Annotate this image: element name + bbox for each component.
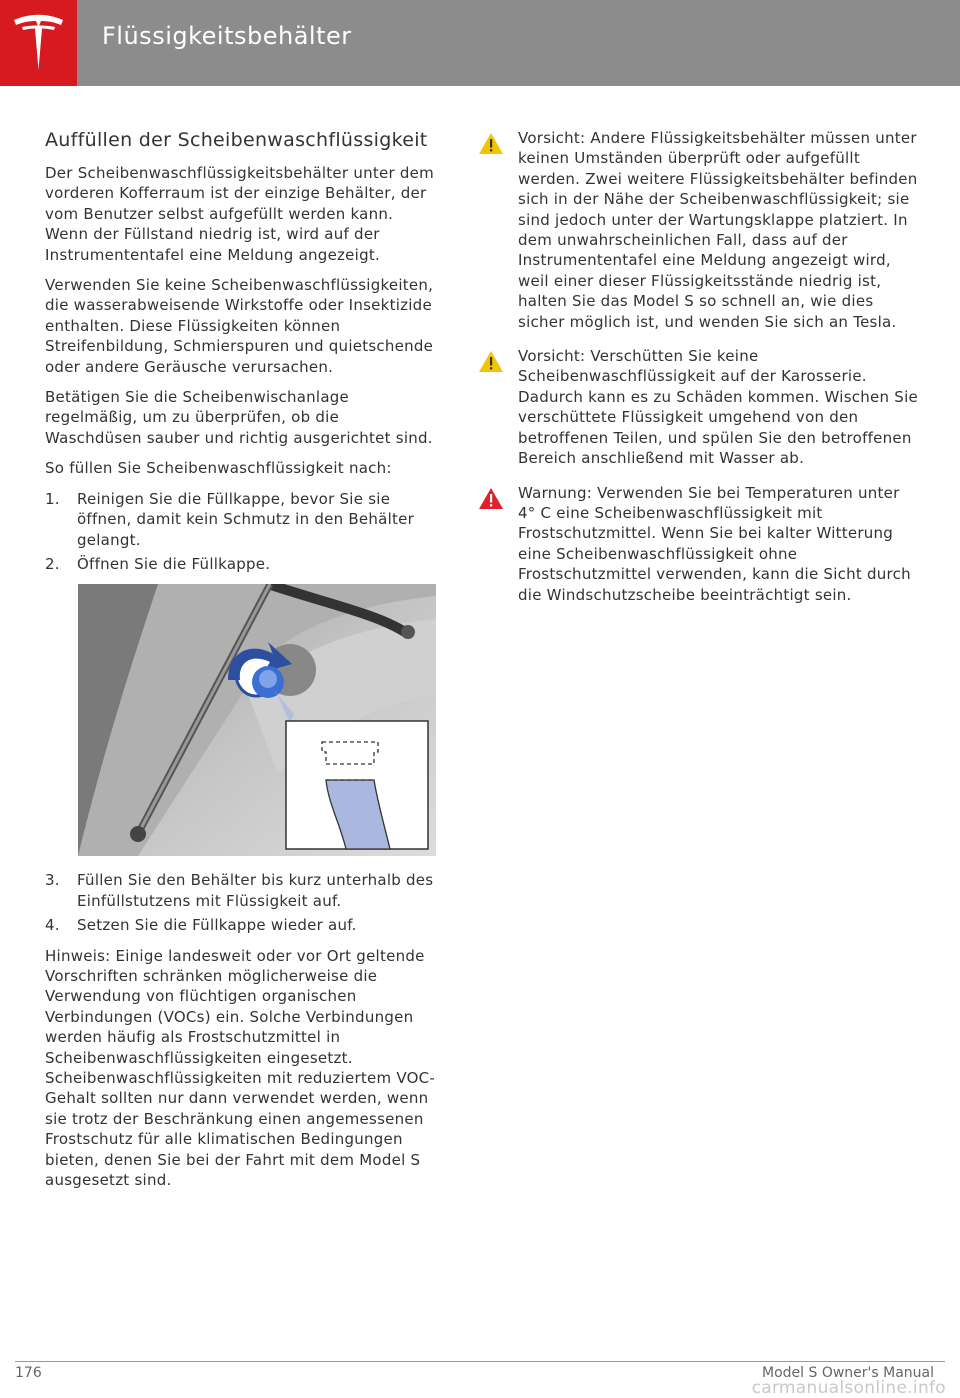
step-text: Öffnen Sie die Füllkappe.	[77, 554, 271, 573]
caution-text: Vorsicht: Andere Flüssigkeitsbehälter müssen unter keinen Umständen überprüft oder aufgefüllt werden. Zwei weitere Flüssigkeitsbehälter befinden sich in der Nähe der Scheibenwaschflüssigkeit; sie sind jedoch unter der Wartungsklappe platziert. In dem unwahrscheinlichen Fall, dass auf der Instrumententafel eine Meldung angezeigt wird, weil einer dieser Flüssigkeitsstände niedrig ist, halten Sie das Model S so schnell an, wie dies sicher möglich ist, und wenden Sie sich an Tesla.	[518, 129, 918, 331]
page-number: 176	[15, 1365, 42, 1381]
warning-triangle-icon	[478, 487, 504, 510]
caution-notice-spill	[478, 346, 918, 468]
left-column	[45, 128, 440, 1200]
refill-steps-first	[45, 489, 440, 575]
page-title: Flüssigkeitsbehälter	[102, 22, 352, 50]
step-item	[45, 870, 440, 911]
warning-notice-antifreeze	[478, 483, 918, 605]
watermark: carmanualsonline.info	[751, 1378, 946, 1398]
caution-triangle-icon	[478, 132, 504, 155]
step-number: 2.	[45, 554, 60, 573]
page-header	[0, 0, 960, 86]
intro-paragraph: Der Scheibenwaschflüssigkeitsbehälter unter dem vorderen Kofferraum ist der einzige Behälter, der vom Benutzer selbst aufgefüllt werden kann. Wenn der Füllstand niedrig ist, wird auf der Instrumententafel eine Meldung angezeigt.	[45, 164, 435, 264]
manual-name: Model S Owner's Manual	[762, 1365, 934, 1381]
footer-divider	[15, 1361, 945, 1362]
no-repellent-paragraph: Verwenden Sie keine Scheibenwaschflüssigkeiten, die wasserabweisende Wirkstoffe oder Insektizide enthalten. Diese Flüssigkeiten können Streifenbildung, Schmierspuren und quietschende oder andere Geräusche verursachen.	[45, 276, 434, 376]
caution-triangle-icon	[478, 350, 504, 373]
warning-text: Warnung: Verwenden Sie bei Temperaturen unter 4° C eine Scheibenwaschflüssigkeit mit Frostschutzmittel. Wenn Sie bei kalter Witterung eine Scheibenwaschflüssigkeit ohne Frostschutzmittel verwenden, kann die Sicht durch die Windschutzscheibe beeinträchtigt sein.	[518, 483, 911, 604]
tesla-logo	[0, 0, 77, 86]
section-heading: Auffüllen der Scheibenwaschflüssigkeit	[45, 129, 428, 151]
refill-intro: So füllen Sie Scheibenwaschflüssigkeit nach:	[45, 459, 392, 478]
step-number: 3.	[45, 871, 60, 890]
washer-reservoir-illustration	[78, 584, 436, 856]
right-column	[478, 128, 918, 619]
step-number: 4.	[45, 916, 60, 935]
step-text: Reinigen Sie die Füllkappe, bevor Sie sie öffnen, damit kein Schmutz in den Behälter gelangt.	[77, 489, 415, 549]
step-text: Füllen Sie den Behälter bis kurz unterhalb des Einfüllstutzens mit Flüssigkeit auf.	[77, 871, 434, 910]
tesla-logo-icon	[12, 14, 65, 72]
step-item	[45, 489, 440, 550]
step-item	[45, 915, 440, 935]
caution-notice-other-reservoirs	[478, 128, 918, 332]
step-text: Setzen Sie die Füllkappe wieder auf.	[77, 916, 357, 935]
voc-note: Hinweis: Einige landesweit oder vor Ort geltende Vorschriften schränken möglicherweise die Verwendung von flüchtigen organischen Verbindungen (VOCs) ein. Solche Verbindungen werden häufig als Frostschutzmittel in Scheibenwaschflüssigkeiten eingesetzt. Scheibenwaschflüssigkeiten mit reduziertem VOC-Gehalt sollten nur dann verwendet werden, wenn sie trotz der Beschränkung einen angemessenen Frostschutz für alle klimatischen Bedingungen bieten, denen Sie bei der Fahrt mit dem Model S ausgesetzt sind.	[45, 946, 436, 1189]
step-number: 1.	[45, 489, 60, 508]
step-item	[45, 554, 440, 574]
operate-washer-paragraph: Betätigen Sie die Scheibenwischanlage regelmäßig, um zu überprüfen, ob die Waschdüsen sauber und richtig ausgerichtet sind.	[45, 388, 433, 447]
refill-steps-second	[45, 870, 440, 935]
caution-text: Vorsicht: Verschütten Sie keine Scheibenwaschflüssigkeit auf der Karosserie. Dadurch kann es zu Schäden kommen. Wischen Sie verschüttete Flüssigkeit umgehend von den betroffenen Teilen, und spülen Sie den betroffenen Bereich anschließend mit Wasser ab.	[518, 347, 918, 468]
